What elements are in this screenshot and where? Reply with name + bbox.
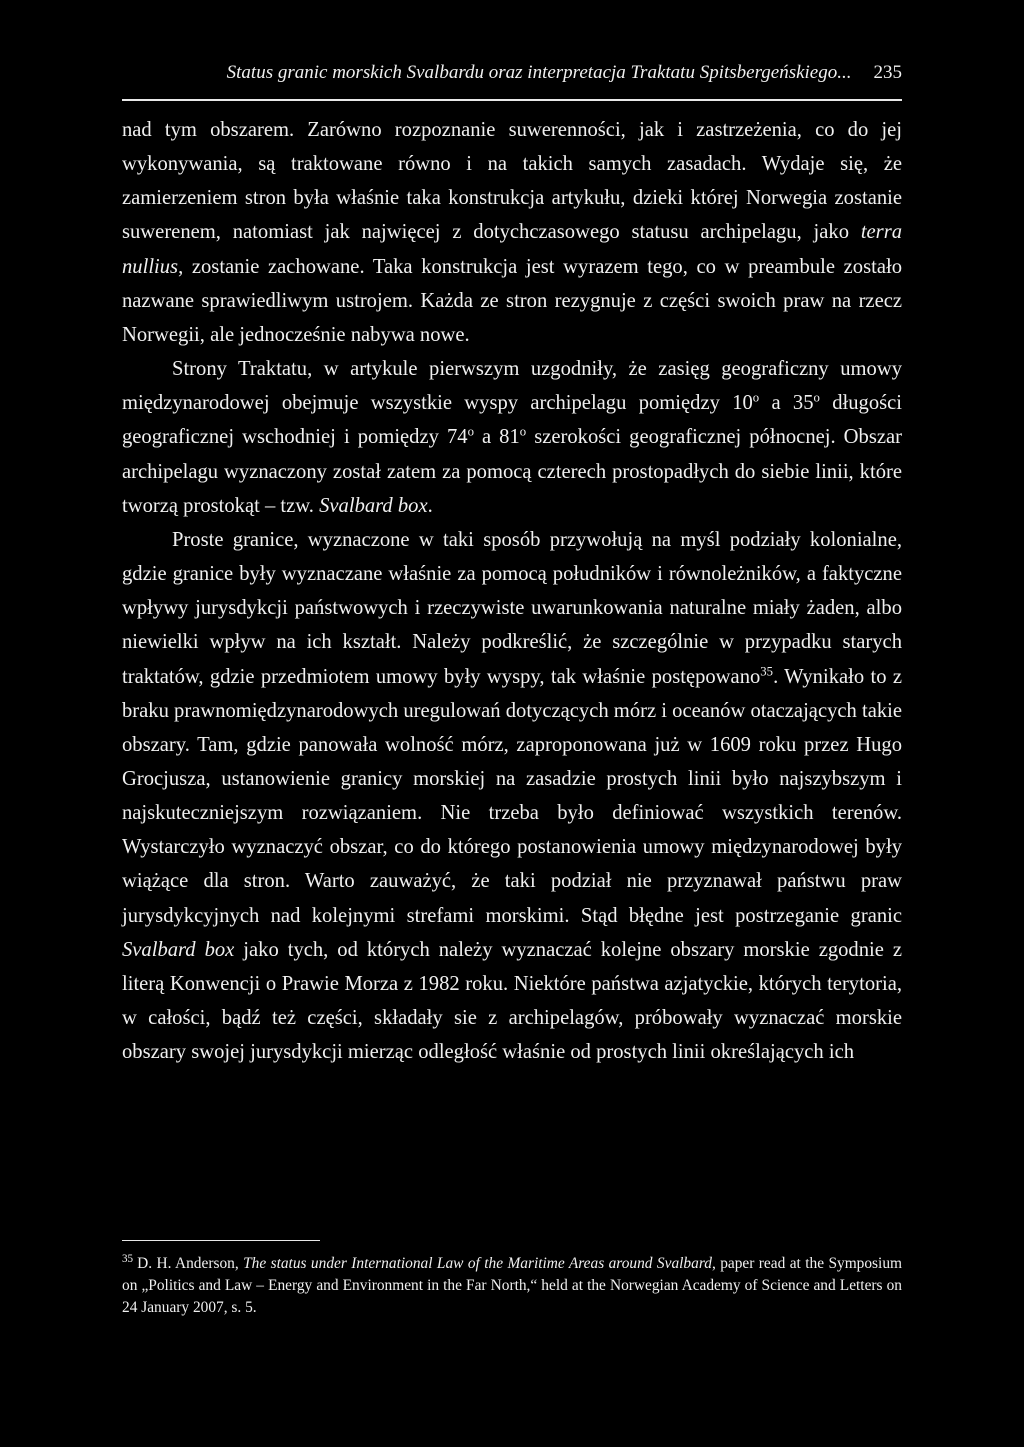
footnote-title: The status under International Law of the Maritime Areas around Svalbard <box>243 1255 712 1272</box>
running-header <box>122 62 902 84</box>
paragraph-text: a 81 <box>473 426 520 449</box>
running-title: Status granic morskich Svalbardu oraz interpretacja Traktatu Spitsbergeńskiego... <box>226 62 852 83</box>
footnote <box>122 1253 902 1319</box>
paragraph-text: jako tych, od których należy wyznaczać kolejne obszary morskie zgodnie z literą Konwencji o Prawie Morza z 1982 roku. Niektóre państwa azjatyckie, których terytoria, w całości, bądź też części, składały sie z archipelagów, próbowały wyznaczać morskie obszary swojej jurysdykcji mierząc odległość właśnie od prostych linii określających ich <box>122 938 902 1064</box>
paragraph-1 <box>122 113 902 352</box>
paragraph-text: Strony Traktatu, w artykule pierwszym uzgodniły, że zasięg geograficzny umowy międzynarodowej obejmuje wszystkie wyspy archipelagu pomiędzy 10 <box>122 358 902 415</box>
paragraph-3 <box>122 523 902 1070</box>
degree-mark: o <box>467 424 474 439</box>
header-rule <box>122 99 902 101</box>
footnote-reference[interactable]: 35 <box>760 663 774 678</box>
paragraph-text: nad tym obszarem. Zarówno rozpoznanie suwerenności, jak i zastrzeżenia, co do jej wykonywania, są traktowane równo i na takich samych zasadach. Wydaje się, że zamierzeniem stron była właśnie taka konstrukcja artykułu, dzieki której Norwegia zostanie suwerenem, natomiast jak najwięcej z dotychczasowego statusu archipelagu, jako <box>122 119 902 244</box>
degree-mark: o <box>813 390 820 405</box>
paragraph-text: szerokości geograficznej północnej. Obszar archipelagu wyznaczony został zatem za pomocą czterech prostopadłych do siebie linii, które tworzą prostokąt – tzw. <box>122 426 903 517</box>
page-number: 235 <box>873 62 902 83</box>
paragraph-2 <box>122 352 902 523</box>
emphasis-text: terra nullius <box>122 221 902 278</box>
footnote-text: , paper read at the Symposium on „Politics and Law – Energy and Environment in the Far North,“ held at the Norwegian Academy of Science and Letters on 24 January 2007, s. 5. <box>122 1255 902 1316</box>
paragraph-text: . Wynikało to z braku prawnomiędzynarodowych uregulowań dotyczących mórz i oceanów otaczających takie obszary. Tam, gdzie panowała wolność mórz, zaproponowana już w 1609 roku przez Hugo Grocjusza, ustanowienie granicy morskiej na zasadzie prostych linii było najszybszym i najskuteczniejszym rozwiązaniem. Nie trzeba było definiować wszystkich terenów. Wystarczyło wyznaczyć obszar, co do którego postanowienia umowy międzynarodowej były wiążące dla stron. Warto zauważyć, że taki podział nie przyznawał państwu praw jurysdykcyjnych nad kolejnymi strefami morskimi. Stąd błędne jest postrzeganie granic <box>122 665 902 927</box>
paragraph-text: . <box>427 494 433 517</box>
degree-mark: o <box>519 424 527 439</box>
footnote-text: D. H. Anderson, <box>137 1255 244 1272</box>
body-text <box>122 113 902 1069</box>
footnote-number: 35 <box>122 1252 134 1265</box>
footnote-separator <box>122 1240 320 1241</box>
paragraph-text: , zostanie zachowane. Taka konstrukcja jest wyrazem tego, co w preambule zostało nazwane sprawiedliwym ustrojem. Każda ze stron rezygnuje z części swoich praw na rzecz Norwegii, ale jednocześnie nabywa nowe. <box>122 255 902 346</box>
emphasis-text: Svalbard box <box>122 938 235 961</box>
emphasis-text: Svalbard box <box>319 494 428 517</box>
degree-mark: o <box>752 390 760 405</box>
paragraph-text: a 35 <box>759 392 814 415</box>
paragraph-text: Proste granice, wyznaczone w taki sposób przywołują na myśl podziały kolonialne, gdzie granice były wyznaczane właśnie za pomocą południków i równoleżników, a faktyczne wpływy jurysdykcji państwowych i rzeczywiste uwarunkowania naturalne miały żaden, albo niewielki wpływ na ich kształt. Należy podkreślić, że szczególnie w przypadku starych traktatów, gdzie przedmiotem umowy były wyspy, tak właśnie postępowano <box>122 528 902 688</box>
paragraph-text: długości geograficznej wschodniej i pomiędzy 74 <box>122 392 902 449</box>
